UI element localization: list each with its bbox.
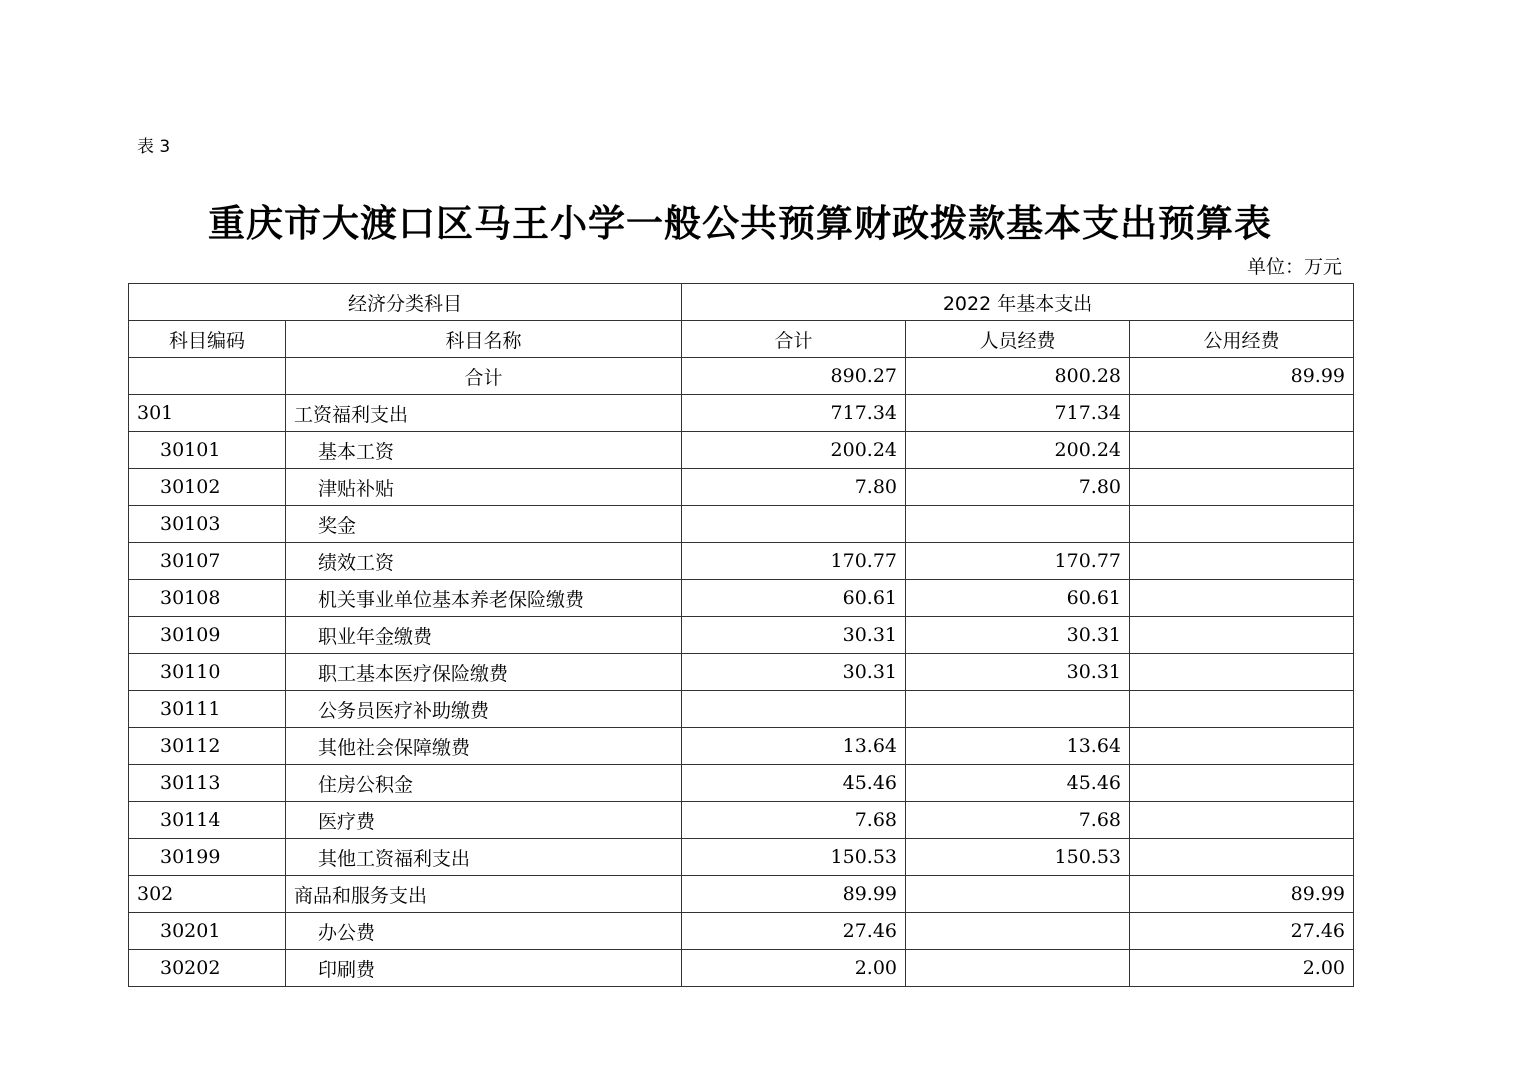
cell-total: 170.77 xyxy=(682,543,906,580)
cell-public xyxy=(1130,654,1354,691)
header-economic-classification: 经济分类科目 xyxy=(129,284,682,321)
column-header-public: 公用经费 xyxy=(1130,321,1354,358)
cell-name: 公务员医疗补助缴费 xyxy=(286,691,682,728)
table-row xyxy=(129,913,1354,950)
table-row xyxy=(129,506,1354,543)
cell-code: 30108 xyxy=(129,580,286,617)
cell-code: 30112 xyxy=(129,728,286,765)
cell-public xyxy=(1130,839,1354,876)
cell-name: 机关事业单位基本养老保险缴费 xyxy=(286,580,682,617)
cell-code: 30111 xyxy=(129,691,286,728)
table-row xyxy=(129,432,1354,469)
cell-public xyxy=(1130,765,1354,802)
cell-code xyxy=(129,358,286,395)
cell-code: 30103 xyxy=(129,506,286,543)
cell-personnel xyxy=(906,876,1130,913)
cell-total xyxy=(682,691,906,728)
table-row xyxy=(129,728,1354,765)
cell-total: 7.68 xyxy=(682,802,906,839)
cell-personnel xyxy=(906,913,1130,950)
cell-personnel: 200.24 xyxy=(906,432,1130,469)
cell-personnel xyxy=(906,691,1130,728)
cell-personnel xyxy=(906,950,1130,987)
cell-total: 200.24 xyxy=(682,432,906,469)
table-row xyxy=(129,580,1354,617)
cell-personnel: 60.61 xyxy=(906,580,1130,617)
column-header-name: 科目名称 xyxy=(286,321,682,358)
table-row xyxy=(129,654,1354,691)
cell-name: 基本工资 xyxy=(286,432,682,469)
cell-total: 717.34 xyxy=(682,395,906,432)
table-row xyxy=(129,543,1354,580)
table-row xyxy=(129,950,1354,987)
cell-code: 30109 xyxy=(129,617,286,654)
cell-name: 职业年金缴费 xyxy=(286,617,682,654)
cell-name: 合计 xyxy=(286,358,682,395)
cell-total: 7.80 xyxy=(682,469,906,506)
table-row xyxy=(129,876,1354,913)
cell-name: 印刷费 xyxy=(286,950,682,987)
column-header-personnel: 人员经费 xyxy=(906,321,1130,358)
table-row xyxy=(129,469,1354,506)
header-column-row xyxy=(129,321,1354,358)
cell-code: 30107 xyxy=(129,543,286,580)
cell-total: 890.27 xyxy=(682,358,906,395)
cell-total xyxy=(682,506,906,543)
cell-code: 30110 xyxy=(129,654,286,691)
cell-personnel: 170.77 xyxy=(906,543,1130,580)
cell-public xyxy=(1130,802,1354,839)
cell-public xyxy=(1130,432,1354,469)
cell-total: 13.64 xyxy=(682,728,906,765)
cell-name: 医疗费 xyxy=(286,802,682,839)
cell-public: 89.99 xyxy=(1130,876,1354,913)
cell-code: 30201 xyxy=(129,913,286,950)
cell-code: 30102 xyxy=(129,469,286,506)
cell-total: 150.53 xyxy=(682,839,906,876)
cell-personnel: 7.80 xyxy=(906,469,1130,506)
cell-code: 30101 xyxy=(129,432,286,469)
cell-personnel: 800.28 xyxy=(906,358,1130,395)
cell-name: 工资福利支出 xyxy=(286,395,682,432)
cell-personnel: 717.34 xyxy=(906,395,1130,432)
cell-public xyxy=(1130,691,1354,728)
cell-total: 2.00 xyxy=(682,950,906,987)
cell-name: 住房公积金 xyxy=(286,765,682,802)
cell-name: 其他工资福利支出 xyxy=(286,839,682,876)
cell-name: 奖金 xyxy=(286,506,682,543)
cell-personnel: 45.46 xyxy=(906,765,1130,802)
cell-code: 301 xyxy=(129,395,286,432)
cell-name: 职工基本医疗保险缴费 xyxy=(286,654,682,691)
cell-code: 30113 xyxy=(129,765,286,802)
cell-code: 302 xyxy=(129,876,286,913)
cell-public: 89.99 xyxy=(1130,358,1354,395)
table-row xyxy=(129,802,1354,839)
cell-code: 30114 xyxy=(129,802,286,839)
cell-total: 60.61 xyxy=(682,580,906,617)
cell-public xyxy=(1130,580,1354,617)
table-row xyxy=(129,765,1354,802)
cell-public xyxy=(1130,617,1354,654)
table-body xyxy=(129,358,1354,987)
cell-total: 30.31 xyxy=(682,617,906,654)
cell-personnel xyxy=(906,506,1130,543)
table-row xyxy=(129,691,1354,728)
page-title: 重庆市大渡口区马王小学一般公共预算财政拨款基本支出预算表 xyxy=(208,202,1272,245)
budget-table xyxy=(128,283,1354,987)
cell-total: 30.31 xyxy=(682,654,906,691)
table-row xyxy=(129,395,1354,432)
cell-name: 商品和服务支出 xyxy=(286,876,682,913)
cell-public xyxy=(1130,543,1354,580)
cell-total: 27.46 xyxy=(682,913,906,950)
cell-personnel: 7.68 xyxy=(906,802,1130,839)
cell-public: 2.00 xyxy=(1130,950,1354,987)
cell-personnel: 30.31 xyxy=(906,617,1130,654)
cell-code: 30202 xyxy=(129,950,286,987)
cell-name: 其他社会保障缴费 xyxy=(286,728,682,765)
column-header-total: 合计 xyxy=(682,321,906,358)
cell-personnel: 150.53 xyxy=(906,839,1130,876)
cell-code: 30199 xyxy=(129,839,286,876)
unit-note: 单位：万元 xyxy=(1246,256,1342,278)
cell-public xyxy=(1130,469,1354,506)
table-row xyxy=(129,358,1354,395)
cell-personnel: 30.31 xyxy=(906,654,1130,691)
header-basic-expenditure: 2022 年基本支出 xyxy=(682,284,1354,321)
header-group-row xyxy=(129,284,1354,321)
cell-public: 27.46 xyxy=(1130,913,1354,950)
cell-public xyxy=(1130,395,1354,432)
cell-personnel: 13.64 xyxy=(906,728,1130,765)
table-row xyxy=(129,839,1354,876)
cell-public xyxy=(1130,506,1354,543)
cell-name: 办公费 xyxy=(286,913,682,950)
table-label: 表 3 xyxy=(137,137,171,157)
cell-total: 45.46 xyxy=(682,765,906,802)
column-header-code: 科目编码 xyxy=(129,321,286,358)
cell-total: 89.99 xyxy=(682,876,906,913)
cell-public xyxy=(1130,728,1354,765)
table-row xyxy=(129,617,1354,654)
cell-name: 绩效工资 xyxy=(286,543,682,580)
cell-name: 津贴补贴 xyxy=(286,469,682,506)
